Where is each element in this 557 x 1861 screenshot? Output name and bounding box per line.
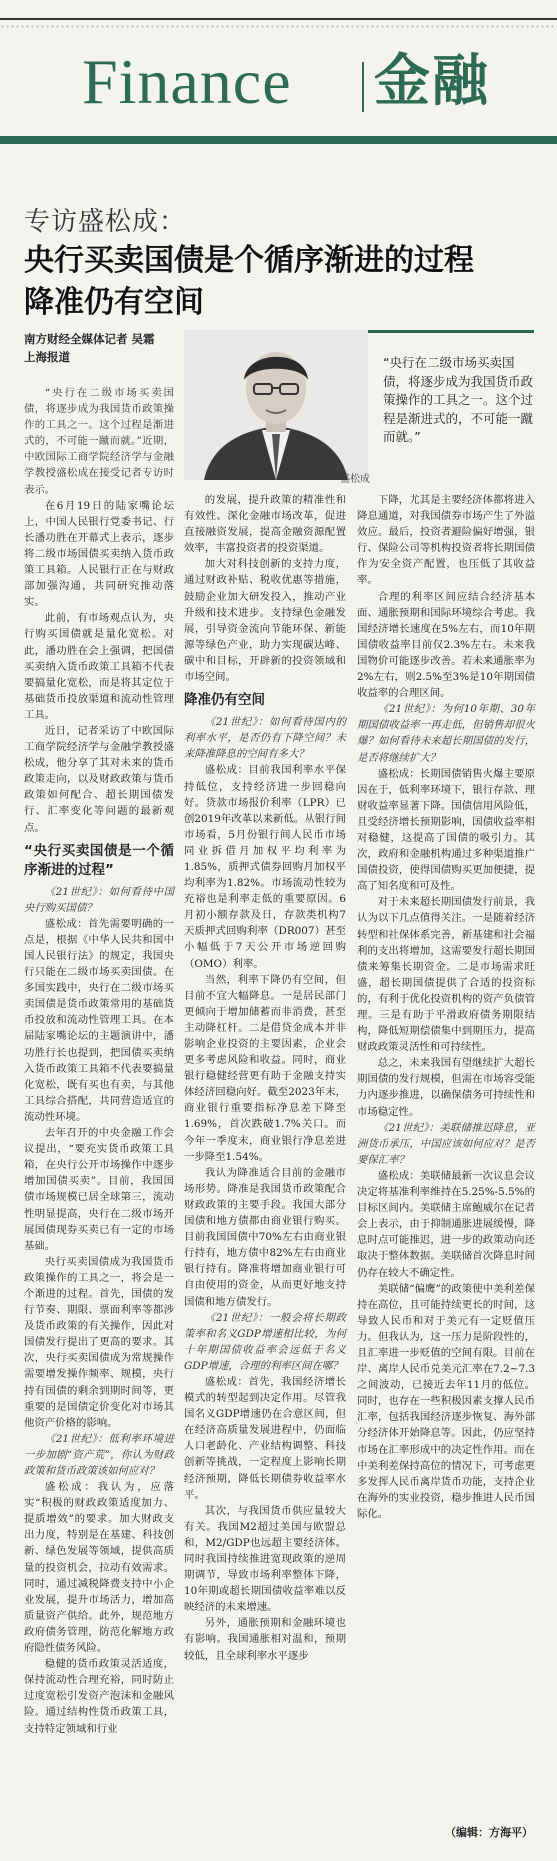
section-title-divider — [362, 62, 364, 112]
pullquote-rule — [368, 330, 534, 333]
masthead-dotted-band — [0, 24, 557, 30]
column-3 — [357, 492, 535, 1522]
paragraph: 另外，通胀预期和金融环境也有影响。我国通胀相对温和，预期较低，且全球利率水平逐步 — [184, 1617, 346, 1662]
paragraph: “央行在二级市场买卖国债，将逐步成为我国货币政策操作的工具之一。这个过程是渐进式的，不可能一蹴而就。”近期，中欧国际工商学院经济学与金融学教授盛松成在接受记者专访时表示。 — [24, 387, 174, 496]
interview-answer: 盛松成：长期国债销售火爆主要原因在于，低利率环境下，银行存款、理财收益率显著下降。国债信用风险低，且受经济增长预期影响，国债收益率相对稳健，这提高了国债的吸引力。其次，政府和金融机构通过多种渠道推广国债投资，使得国债购买更加便捷，提高了知名度和可及性。 — [357, 767, 535, 893]
interview-question: 《21世纪》：如何看待国内的利率水平，是否仍有下降空间？未来降准降息的空间有多大？ — [184, 716, 346, 761]
paragraph: 加大对科技创新的支持力度，通过财政补贴、税收优惠等措施，鼓励企业加大研发投入，推动产业升级和技术进步。支持绿色金融发展，引导资金流向节能环保、新能源等绿色产业，助力实现碳达峰、碳中和目标，开辟新的投资领域和市场空间。 — [184, 558, 346, 684]
headline-kicker: 专访盛松成： — [24, 207, 187, 237]
paragraph: 央行买卖国债成为我国货币政策操作的工具之一，将会是一个渐进的过程。首先，国债的发行节奏、期限、票面利率等都涉及货币政策的有关操作，因此对国债发行提出了更高的要求。其次，央行买卖国债成为常规操作需要增发操作频率、规模，央行持有国债的剩余到期时间等，更重要的是国债定价变化对市场其他资产价格的影响。 — [24, 1255, 174, 1429]
headline-block — [24, 205, 534, 323]
headline-line-1: 央行买卖国债是个循序渐进的过程 — [24, 243, 474, 278]
interview-question: 《21世纪》：为何10年期、30年期国债收益率一再走低，但销售却很火爆？如何看待未来超长期国债的发行，是否将继续扩大？ — [357, 703, 535, 764]
editor-credit: （编辑：方海平） — [445, 1826, 533, 1839]
paragraph: 合理的利率区间应结合经济基本面、通胀预期和国际环境综合考虑。我国经济增长速度在5%左右，而10年期国债收益率目前仅2.3%左右。未来我国物价可能逐步改善。若未来通胀率为2%左右，则2.5%至3%是10年期国债收益率的合理区间。 — [357, 590, 535, 700]
paragraph: 其次，与我国货币供应量较大有关。我国M2超过美国与欧盟总和，M2/GDP也远超主要经济体。同时我国持续推进宽现政策的逆周期调节，导致市场利率整体下降，10年期或超长期国债收益率难以反映经济的未来增速。 — [184, 1504, 346, 1614]
paragraph: 我认为降准适合目前的金融市场形势。降准是我国货币政策配合财政政策的主要手段。我国大部分国债和地方债都由商业银行购买。目前我国国债中70%左右由商业银行持有，地方债中82%左右由商业银行持有。降准将增加商业银行可自由使用的资金，从而更好地支持国债和地方债发行。 — [184, 1166, 346, 1308]
paragraph: 去年召开的中央金融工作会议提出，“要充实货币政策工具箱，在央行公开市场操作中逐步增加国债买卖”。目前，我国国债市场规模已居全球第三，流动性明显提高，央行在二级市场开展国债现券买卖已有一定的市场基础。 — [24, 1127, 174, 1252]
paragraph: 总之，未来我国有望继续扩大超长期国债的发行规模，但需在市场容受能力内逐步推进，以确保债务可持续性和市场稳定性。 — [357, 1057, 535, 1118]
interview-answer: 盛松成：首先需要明确的一点是，根据《中华人民共和国中国人民银行法》的规定，我国央行只能在二级市场买卖国债。在多国实践中，央行在二级市场买卖国债是货币政策常用的基础货币投放和流动性管理工具。在本届陆家嘴论坛的主题演讲中，潘功胜行长也提到，把国债买卖纳入货币政策工具箱不代表要搞量化宽松，既有买也有卖，与其他工具综合搭配，共同营造适宜的流动性环境。 — [24, 917, 174, 1123]
masthead — [0, 10, 557, 150]
section-title-en: Finance — [82, 46, 292, 117]
masthead-bottom-rule — [0, 136, 557, 144]
column-2 — [184, 492, 346, 1664]
interview-answer: 盛松成：首先，我国经济增长模式的转型起到决定作用。尽管我国名义GDP增速仍在合意区间，但在经济高质量发展进程中，仍面临人口老龄化、产业结构调整、科技创新等挑战，一定程度上影响长期经济预期，降低长期债券收益率水平。 — [184, 1375, 346, 1501]
subheading: 降准仍有空间 — [184, 692, 265, 709]
byline — [24, 330, 155, 366]
paragraph: 美联储“偏鹰”的政策使中美利差保持在高位，且可能持续更长的时间，这导致人民币和对于美元有一定贬值压力。但我认为，这一压力是阶段性的，且汇率进一步贬值的空间有限。目前在岸、离岸人民币兑美元汇率在7.2~7.3之间波动，已接近去年11月的低位。同时，也存在一些积极因素支撑人民币汇率，包括我国经济逐步恢复、海外部分经济体开始降息等。因此，仍应坚持市场在汇率形成中的决定性作用。而在中美利差保持高位的情况下，可考虑更多发挥人民币离岸货币功能，支持企业在海外的实业投资，稳步推进人民币国际化。 — [357, 1282, 535, 1520]
photo-caption: 盛松成 — [340, 474, 370, 485]
paragraph: 的发展，提升政策的精准性和有效性。深化金融市场改革，促进直接融资发展，提高金融资源配置效率，丰富投资者的投资渠道。 — [184, 494, 346, 555]
interview-question: 《21世纪》：一般会将长期政策率和名义GDP增速相比较，为何十年期国债收益率会远低于名义GDP增速，合理的利率区间在哪？ — [184, 1311, 346, 1372]
portrait-illustration — [184, 330, 368, 480]
interview-answer: 盛松成：目前我国利率水平保持低位，支持经济进一步回稳向好。贷款市场报价利率（LPR）已创2019年改革以来新低。从银行间市场看，5月份银行间人民币市场同业拆借月加权平均利率为1.85%，质押式债券回购月加权平均利率为1.82%。市场流动性较为充裕也是利率走低的重要原因。6月初小额存款及日，存款类机构7天质押式回购利率（DR007）甚至小幅低于7天公开市场逆回购（OMO）利率。 — [184, 764, 346, 970]
section-title-cn: 金融 — [374, 49, 490, 114]
paragraph: 稳健的货币政策灵活适度，保持流动性合理充裕，同时防止过度宽松引发资产泡沫和金融风险。通过结构性货币政策工具，支持特定领域和行业 — [24, 1658, 174, 1735]
column-1 — [24, 385, 174, 1737]
byline-location: 上海报道 — [24, 350, 70, 364]
headline-line-2: 降准仍有空间 — [24, 285, 204, 320]
paragraph: 近日，记者采访了中欧国际工商学院经济学与金融学教授盛松成，他分享了其对未来的货币政策走向，以及财政政策与货币政策如何配合、超长期国债发行、汇率变化等问题的最新观点。 — [24, 724, 174, 834]
paragraph: 下降，尤其是主要经济体都将进入降息通道，对我国债券市场产生了外溢效应。最后，投资者避险偏好增强，银行、保险公司等机构投资者将长期国债作为安全资产配置，也压低了其收益率。 — [357, 494, 535, 587]
portrait-photo — [184, 330, 368, 480]
interview-answer: 盛松成：我认为，应落实“积极的财政政策适度加力、提质增效”的要求。加大财政支出力度，特别是在基建、科技创新、绿色发展等领域，提供高质量的投资机会，拉动有效需求。同时，通过减税降费支持中小企业发展，提升市场活力，增加高质量资产供给。此外，规范地方政府债务管理，防范化解地方政府隐性债务风险。 — [24, 1481, 174, 1655]
interview-answer: 盛松成：美联储最新一次议息会议决定将基准利率维持在5.25%-5.5%的目标区间内。美联储主席鲍威尔在记者会上表示，由于抑制通胀进展缓慢，降息时点可能推迟，进一步的政策动向还取决于整体数据。美联储首次降息时间仍存在较大不确定性。 — [357, 1169, 535, 1279]
interview-question: 《21世纪》：美联储推迟降息，亚洲货币承压，中国应该如何应对？是否要保汇率？ — [357, 1121, 535, 1166]
paragraph: 当然，利率下降仍有空间，但目前不宜大幅降息。一是居民部门更倾向于增加储蓄而非消费，甚至主动降杠杆。二是借贷金成本并非影响企业投资的主要因素，企业会更多考虑风险和收益。同时，商业银行稳健经营更有助于金融支持实体经济回稳向好。截至2023年末，商业银行重要指标净息差下降至1.69%，首次跌破1.7%关口。而今年一季度末，商业银行净息差进一步降至1.54%。 — [184, 973, 346, 1163]
subheading: “央行买卖国债是一个循序渐进的过程” — [24, 842, 174, 878]
pullquote: “央行在二级市场买卖国债，将逐步成为我国货币政策操作的工具之一。这个过程是渐进式的，不可能一蹴而就。” — [383, 355, 534, 444]
paragraph: 此前，有市场观点认为，央行购买国债就是量化宽松。对此，潘功胜在会上强调，把国债买卖纳入货币政策工具箱不代表要搞量化宽松，而是将其定位于基础货币投放渠道和流动性管理工具。 — [24, 612, 174, 721]
paragraph: 对于未来超长期国债发行前景，我认为以下几点值得关注。一是随着经济转型和社保体系完善，新基建和社会福利的支出将增加，这需要发行超长期国债来筹集长期资金。二是市场需求旺盛，超长期国债提供了合适的投资标的，有利于优化投资机构的资产负债管理。三是有助于平滑政府债务期限结构，降低短期偿债集中到期压力，提高财政政策灵活性和可持续性。 — [357, 896, 535, 1054]
paragraph: 在6月19日的陆家嘴论坛上，中国人民银行党委书记、行长潘功胜在开幕式上表示，逐步将二级市场国债买卖纳入货币政策工具箱。人民银行正在与财政部加强沟通，共同研究推动落实。 — [24, 499, 174, 609]
masthead-top-rule — [0, 18, 557, 20]
byline-reporter: 南方财经全媒体记者 吴霜 — [24, 332, 155, 346]
interview-question: 《21世纪》：低利率环境进一步加剧“资产荒”，你认为财政政策和货币政策该如何应对？ — [24, 1432, 174, 1477]
interview-question: 《21世纪》：如何看待中国央行购买国债？ — [24, 885, 174, 914]
